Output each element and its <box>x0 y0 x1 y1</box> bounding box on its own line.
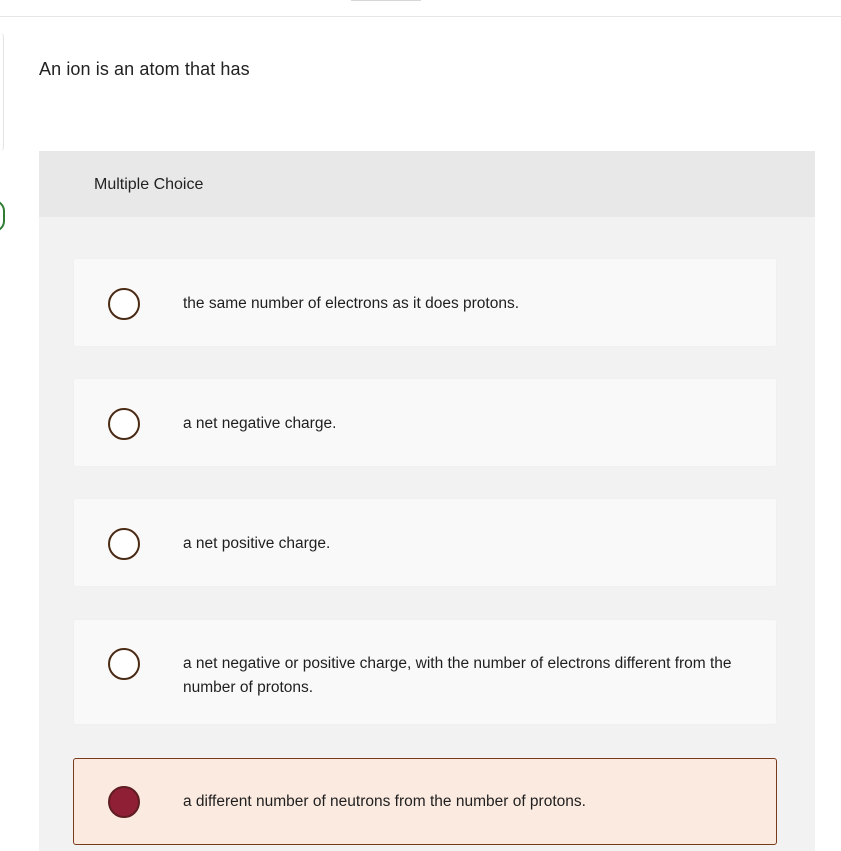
top-divider <box>0 16 841 17</box>
progress-indicator <box>0 200 5 232</box>
answer-option-2[interactable] <box>73 378 777 467</box>
answer-option-1[interactable] <box>73 258 777 347</box>
answer-option-label: a net negative charge. <box>183 415 337 432</box>
answer-option-3[interactable] <box>73 498 777 587</box>
multiple-choice-panel <box>39 151 815 851</box>
multiple-choice-header <box>39 151 815 217</box>
radio-button-icon[interactable] <box>108 408 140 440</box>
radio-button-selected-icon[interactable] <box>108 786 140 818</box>
radio-button-icon[interactable] <box>108 648 140 680</box>
multiple-choice-label: Multiple Choice <box>94 176 204 193</box>
answer-option-label: a net negative or positive charge, with the number of electrons different from the number of protons. <box>183 655 732 696</box>
answer-option-label: a different number of neutrons from the number of protons. <box>183 793 586 810</box>
radio-button-icon[interactable] <box>108 528 140 560</box>
question-text: An ion is an atom that has <box>39 59 250 79</box>
answer-option-5-selected[interactable] <box>73 758 777 845</box>
answer-option-label: the same number of electrons as it does protons. <box>183 295 520 312</box>
answer-option-label: a net positive charge. <box>183 535 331 552</box>
top-tab-marker <box>351 0 421 1</box>
radio-button-icon[interactable] <box>108 288 140 320</box>
answer-option-4[interactable] <box>73 619 777 725</box>
left-rail <box>0 33 4 151</box>
